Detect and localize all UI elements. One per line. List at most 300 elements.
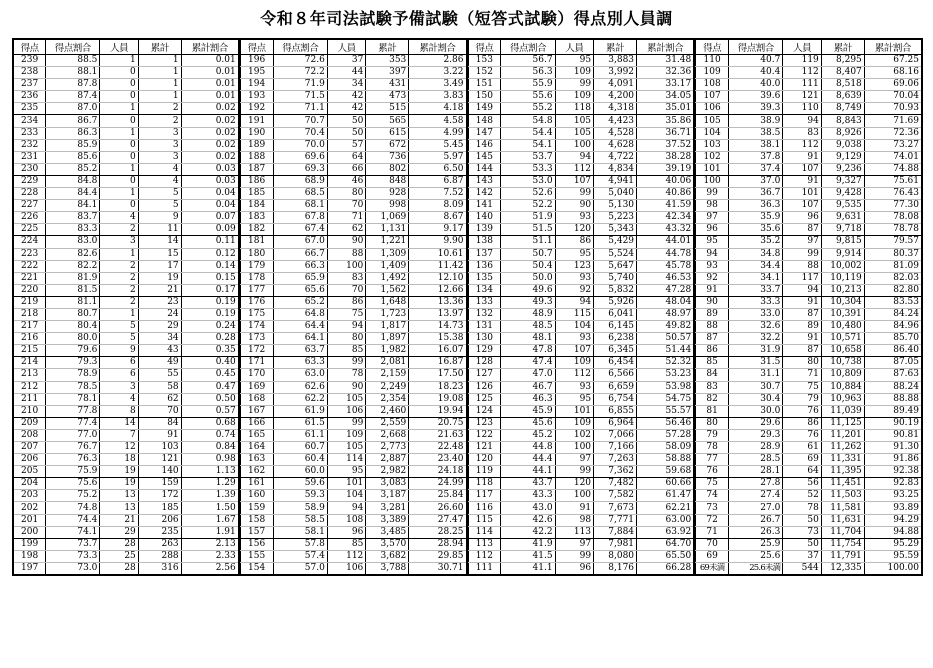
cumulative-cell: 353 [366,55,409,67]
count-cell: 1 [100,103,138,115]
cumulative-ratio-cell: 56.46 [637,417,695,429]
cumulative-cell: 11,201 [821,429,864,441]
cumulative-cell: 6,238 [594,333,637,345]
table-row [13,490,239,502]
cumulative-ratio-cell: 54.75 [637,393,695,405]
cumulative-ratio-cell: 9.90 [409,236,467,248]
cumulative-cell: 998 [366,200,409,212]
score-cell: 162 [240,466,273,478]
score-cell: 129 [468,345,501,357]
score-ratio-cell: 60.7 [273,442,327,454]
cumulative-cell: 9,327 [821,175,864,187]
score-ratio-cell: 42.2 [501,526,555,538]
count-cell: 75 [327,308,365,320]
score-ratio-cell: 86.7 [46,115,100,127]
score-cell: 206 [13,454,46,466]
cumulative-ratio-cell: 0.47 [181,381,239,393]
cumulative-ratio-cell: 78.78 [864,224,922,236]
table-row [240,454,466,466]
count-cell: 109 [555,91,593,103]
table-row [13,478,239,490]
score-ratio-cell: 56.3 [501,67,555,79]
cumulative-ratio-cell: 47.28 [637,284,695,296]
cumulative-ratio-cell: 12.66 [409,284,467,296]
score-ratio-cell: 45.2 [501,429,555,441]
cumulative-ratio-cell: 0.15 [181,272,239,284]
cumulative-ratio-cell: 84.96 [864,321,922,333]
cumulative-cell: 5,130 [594,200,637,212]
count-cell: 75 [783,381,821,393]
cumulative-ratio-cell: 73.27 [864,139,922,151]
score-cell: 105 [696,115,729,127]
score-ratio-cell: 78.5 [46,381,100,393]
table-row [240,333,466,345]
cumulative-ratio-cell: 0.68 [181,417,239,429]
count-cell: 108 [327,514,365,526]
score-cell: 118 [468,478,501,490]
cumulative-cell: 34 [138,333,181,345]
score-cell: 128 [468,357,501,369]
cumulative-ratio-cell: 93.25 [864,490,922,502]
cumulative-ratio-cell: 95.29 [864,538,922,550]
cumulative-ratio-cell: 63.00 [637,514,695,526]
table-row [13,466,239,478]
score-ratio-cell: 61.5 [273,417,327,429]
score-ratio-cell: 34.4 [729,260,783,272]
count-cell: 99 [555,550,593,562]
cumulative-cell: 172 [138,490,181,502]
count-cell: 29 [100,526,138,538]
score-cell: 174 [240,321,273,333]
cumulative-ratio-cell: 63.92 [637,526,695,538]
count-cell: 0 [100,175,138,187]
cumulative-cell: 7,884 [594,526,637,538]
cumulative-ratio-cell: 80.37 [864,248,922,260]
score-cell: 160 [240,490,273,502]
cumulative-ratio-cell: 8.67 [409,212,467,224]
score-ratio-cell: 50.7 [501,248,555,260]
table-row [240,369,466,381]
table-row [240,357,466,369]
score-cell: 152 [468,67,501,79]
score-ratio-cell: 85.2 [46,163,100,175]
cumulative-cell: 10,304 [821,296,864,308]
cumulative-cell: 10,571 [821,333,864,345]
count-cell: 25 [100,550,138,562]
score-cell: 191 [240,115,273,127]
count-cell: 70 [327,200,365,212]
cumulative-ratio-cell: 59.68 [637,466,695,478]
cumulative-cell: 11 [138,224,181,236]
score-cell: 194 [240,79,273,91]
score-ratio-cell: 57.8 [273,538,327,550]
score-ratio-cell: 56.7 [501,55,555,67]
score-cell: 117 [468,490,501,502]
cumulative-ratio-cell: 26.60 [409,502,467,514]
count-cell: 1 [100,163,138,175]
count-cell: 96 [555,562,593,575]
score-ratio-cell: 28.9 [729,442,783,454]
table-row [696,236,922,248]
table-row [13,454,239,466]
cumulative-cell: 5,832 [594,284,637,296]
cumulative-cell: 736 [366,151,409,163]
count-cell: 99 [555,188,593,200]
table-row [240,466,466,478]
cumulative-ratio-cell: 0.03 [181,175,239,187]
count-cell: 50 [783,514,821,526]
cumulative-cell: 84 [138,417,181,429]
count-cell: 112 [783,139,821,151]
cumulative-ratio-cell: 93.89 [864,502,922,514]
table-row [468,79,694,91]
table-row [468,454,694,466]
cumulative-cell: 11,125 [821,417,864,429]
score-ratio-cell: 74.4 [46,514,100,526]
cumulative-cell: 7,166 [594,442,637,454]
count-cell: 64 [783,466,821,478]
cumulative-ratio-cell: 40.06 [637,175,695,187]
score-cell: 161 [240,478,273,490]
count-cell: 62 [327,224,365,236]
score-ratio-cell: 61.9 [273,405,327,417]
score-ratio-cell: 63.7 [273,345,327,357]
cumulative-cell: 9,815 [821,236,864,248]
cumulative-cell: 121 [138,454,181,466]
cumulative-cell: 7,582 [594,490,637,502]
table-row [696,224,922,236]
table-row [13,526,239,538]
table-row [696,526,922,538]
table-row [468,490,694,502]
score-cell: 76 [696,466,729,478]
score-cell: 170 [240,369,273,381]
score-cell: 155 [240,550,273,562]
count-cell: 99 [783,248,821,260]
cumulative-cell: 7,981 [594,538,637,550]
count-cell: 46 [327,175,365,187]
score-ratio-cell: 54.8 [501,115,555,127]
score-cell: 127 [468,369,501,381]
cumulative-cell: 91 [138,429,181,441]
score-ratio-cell: 70.0 [273,139,327,151]
cumulative-cell: 8,843 [821,115,864,127]
table-row [696,514,922,526]
count-cell: 18 [100,454,138,466]
cumulative-ratio-cell: 40.86 [637,188,695,200]
score-cell: 132 [468,308,501,320]
score-ratio-cell: 45.6 [501,417,555,429]
table-row [13,357,239,369]
cumulative-cell: 4,200 [594,91,637,103]
cumulative-header: 累計 [366,39,409,55]
count-cell: 90 [327,236,365,248]
cumulative-ratio-cell: 64.70 [637,538,695,550]
score-cell: 168 [240,393,273,405]
count-cell: 64 [327,151,365,163]
table-row [696,127,922,139]
cumulative-ratio-cell: 39.19 [637,163,695,175]
table-row [13,188,239,200]
score-ratio-cell: 83.7 [46,212,100,224]
score-ratio-cell: 25.9 [729,538,783,550]
cumulative-ratio-cell: 0.57 [181,405,239,417]
count-cell: 44 [327,67,365,79]
score-cell: 89 [696,308,729,320]
cumulative-ratio-cell: 31.48 [637,55,695,67]
cumulative-ratio-cell: 2.56 [181,562,239,575]
count-cell: 34 [327,79,365,91]
score-ratio-header: 得点割合 [501,39,555,55]
score-ratio-cell: 55.6 [501,91,555,103]
table-row [240,429,466,441]
score-cell: 216 [13,333,46,345]
count-cell: 105 [555,127,593,139]
score-ratio-cell: 68.5 [273,188,327,200]
table-row [468,381,694,393]
score-cell: 181 [240,236,273,248]
count-cell: 107 [783,163,821,175]
cumulative-cell: 5,343 [594,224,637,236]
score-ratio-cell: 51.1 [501,236,555,248]
cumulative-cell: 2,159 [366,369,409,381]
cumulative-cell: 3,682 [366,550,409,562]
score-cell: 210 [13,405,46,417]
count-cell: 19 [100,466,138,478]
cumulative-cell: 3,083 [366,478,409,490]
count-cell: 109 [327,429,365,441]
score-ratio-cell: 72.6 [273,55,327,67]
table-row [468,478,694,490]
score-cell: 225 [13,224,46,236]
score-cell: 125 [468,393,501,405]
header-row [240,39,466,55]
score-cell: 77 [696,454,729,466]
table-row [240,224,466,236]
count-cell: 105 [327,393,365,405]
cumulative-cell: 928 [366,188,409,200]
cumulative-ratio-cell: 0.01 [181,67,239,79]
score-ratio-cell: 71.9 [273,79,327,91]
cumulative-cell: 6,454 [594,357,637,369]
cumulative-cell: 1,221 [366,236,409,248]
count-cell: 96 [327,526,365,538]
cumulative-ratio-cell: 0.19 [181,296,239,308]
cumulative-cell: 8,295 [821,55,864,67]
score-cell: 145 [468,151,501,163]
cumulative-ratio-cell: 21.63 [409,429,467,441]
cumulative-cell: 4,528 [594,127,637,139]
score-cell: 138 [468,236,501,248]
table-row [468,115,694,127]
score-cell: 106 [696,103,729,115]
table-row [240,139,466,151]
score-cell: 219 [13,296,46,308]
score-table-1 [12,38,240,576]
cumulative-ratio-header: 累計割合 [181,39,239,55]
score-cell: 184 [240,200,273,212]
cumulative-cell: 15 [138,248,181,260]
cumulative-cell: 10,809 [821,369,864,381]
score-cell: 141 [468,200,501,212]
cumulative-cell: 2,982 [366,466,409,478]
cumulative-ratio-cell: 87.63 [864,369,922,381]
table-row [13,308,239,320]
cumulative-cell: 5 [138,200,181,212]
cumulative-cell: 11,791 [821,550,864,562]
score-cell: 133 [468,296,501,308]
cumulative-ratio-cell: 28.94 [409,538,467,550]
cumulative-ratio-cell: 35.01 [637,103,695,115]
score-ratio-cell: 85.9 [46,139,100,151]
table-row [13,550,239,562]
cumulative-ratio-cell: 0.04 [181,200,239,212]
count-cell: 7 [100,429,138,441]
score-cell: 151 [468,79,501,91]
cumulative-cell: 8,518 [821,79,864,91]
table-row [468,550,694,562]
table-row [240,526,466,538]
score-ratio-cell: 68.9 [273,175,327,187]
score-cell: 81 [696,405,729,417]
score-ratio-cell: 38.5 [729,127,783,139]
score-ratio-cell: 36.3 [729,200,783,212]
score-cell: 85 [696,357,729,369]
count-cell: 0 [100,91,138,103]
score-cell: 134 [468,284,501,296]
cumulative-ratio-cell: 1.67 [181,514,239,526]
score-ratio-cell: 65.2 [273,296,327,308]
score-ratio-cell: 73.3 [46,550,100,562]
table-row [468,357,694,369]
score-ratio-cell: 27.4 [729,490,783,502]
cumulative-ratio-cell: 41.59 [637,200,695,212]
score-cell: 94 [696,248,729,260]
score-ratio-cell: 61.1 [273,429,327,441]
count-cell: 0 [100,139,138,151]
count-cell: 86 [327,296,365,308]
table-row [13,236,239,248]
cumulative-ratio-cell: 3.49 [409,79,467,91]
cumulative-cell: 6,566 [594,369,637,381]
score-cell: 126 [468,381,501,393]
score-ratio-header: 得点割合 [46,39,100,55]
count-cell: 3 [100,236,138,248]
score-cell: 214 [13,357,46,369]
cumulative-cell: 235 [138,526,181,538]
cumulative-cell: 140 [138,466,181,478]
score-ratio-cell: 54.4 [501,127,555,139]
score-cell: 121 [468,442,501,454]
cumulative-cell: 6,964 [594,417,637,429]
count-cell: 1 [100,55,138,67]
count-cell: 2 [100,272,138,284]
count-cell: 99 [555,466,593,478]
count-cell: 107 [555,175,593,187]
cumulative-cell: 3,992 [594,67,637,79]
score-ratio-cell: 49.3 [501,296,555,308]
table-row [240,514,466,526]
score-ratio-cell: 83.3 [46,224,100,236]
score-ratio-cell: 62.6 [273,381,327,393]
score-ratio-cell: 65.9 [273,272,327,284]
cumulative-ratio-cell: 70.04 [864,91,922,103]
table-row [696,478,922,490]
count-cell: 79 [783,393,821,405]
cumulative-ratio-cell: 50.57 [637,333,695,345]
count-cell: 0 [100,67,138,79]
score-cell: 169 [240,381,273,393]
score-cell: 124 [468,405,501,417]
score-ratio-header: 得点割合 [729,39,783,55]
cumulative-cell: 2,559 [366,417,409,429]
count-cell: 1 [100,308,138,320]
cumulative-cell: 11,704 [821,526,864,538]
score-cell: 80 [696,417,729,429]
score-cell: 140 [468,212,501,224]
cumulative-ratio-cell: 24.18 [409,466,467,478]
cumulative-cell: 7,263 [594,454,637,466]
cumulative-ratio-cell: 100.00 [864,562,922,575]
cumulative-ratio-cell: 6.87 [409,175,467,187]
cumulative-ratio-cell: 94.88 [864,526,922,538]
score-ratio-cell: 27.8 [729,478,783,490]
cumulative-cell: 565 [366,115,409,127]
cumulative-ratio-cell: 5.97 [409,151,467,163]
score-cell: 178 [240,272,273,284]
score-ratio-cell: 63.3 [273,357,327,369]
cumulative-cell: 4,423 [594,115,637,127]
score-ratio-cell: 75.9 [46,466,100,478]
cumulative-cell: 5,223 [594,212,637,224]
score-cell: 227 [13,200,46,212]
cumulative-cell: 1,131 [366,224,409,236]
score-ratio-cell: 70.7 [273,115,327,127]
score-cell: 137 [468,248,501,260]
cumulative-cell: 19 [138,272,181,284]
table-row [468,127,694,139]
count-cell: 112 [555,369,593,381]
score-cell: 229 [13,175,46,187]
cumulative-cell: 4 [138,163,181,175]
cumulative-ratio-cell: 19.08 [409,393,467,405]
table-row [468,369,694,381]
table-row [240,175,466,187]
score-cell: 156 [240,538,273,550]
score-ratio-cell: 48.9 [501,308,555,320]
table-row [240,272,466,284]
cumulative-cell: 11,451 [821,478,864,490]
count-cell: 107 [555,345,593,357]
score-cell: 75 [696,478,729,490]
table-row [13,127,239,139]
cumulative-cell: 58 [138,381,181,393]
score-ratio-cell: 44.8 [501,442,555,454]
count-cell: 1 [100,127,138,139]
cumulative-ratio-cell: 86.40 [864,345,922,357]
cumulative-cell: 3,788 [366,562,409,575]
cumulative-cell: 6,345 [594,345,637,357]
cumulative-cell: 2,887 [366,454,409,466]
score-ratio-cell: 30.0 [729,405,783,417]
count-header: 人員 [555,39,593,55]
table-row [13,514,239,526]
score-ratio-cell: 58.1 [273,526,327,538]
count-cell: 13 [100,502,138,514]
cumulative-ratio-cell: 15.38 [409,333,467,345]
table-row [13,381,239,393]
score-ratio-cell: 37.4 [729,163,783,175]
